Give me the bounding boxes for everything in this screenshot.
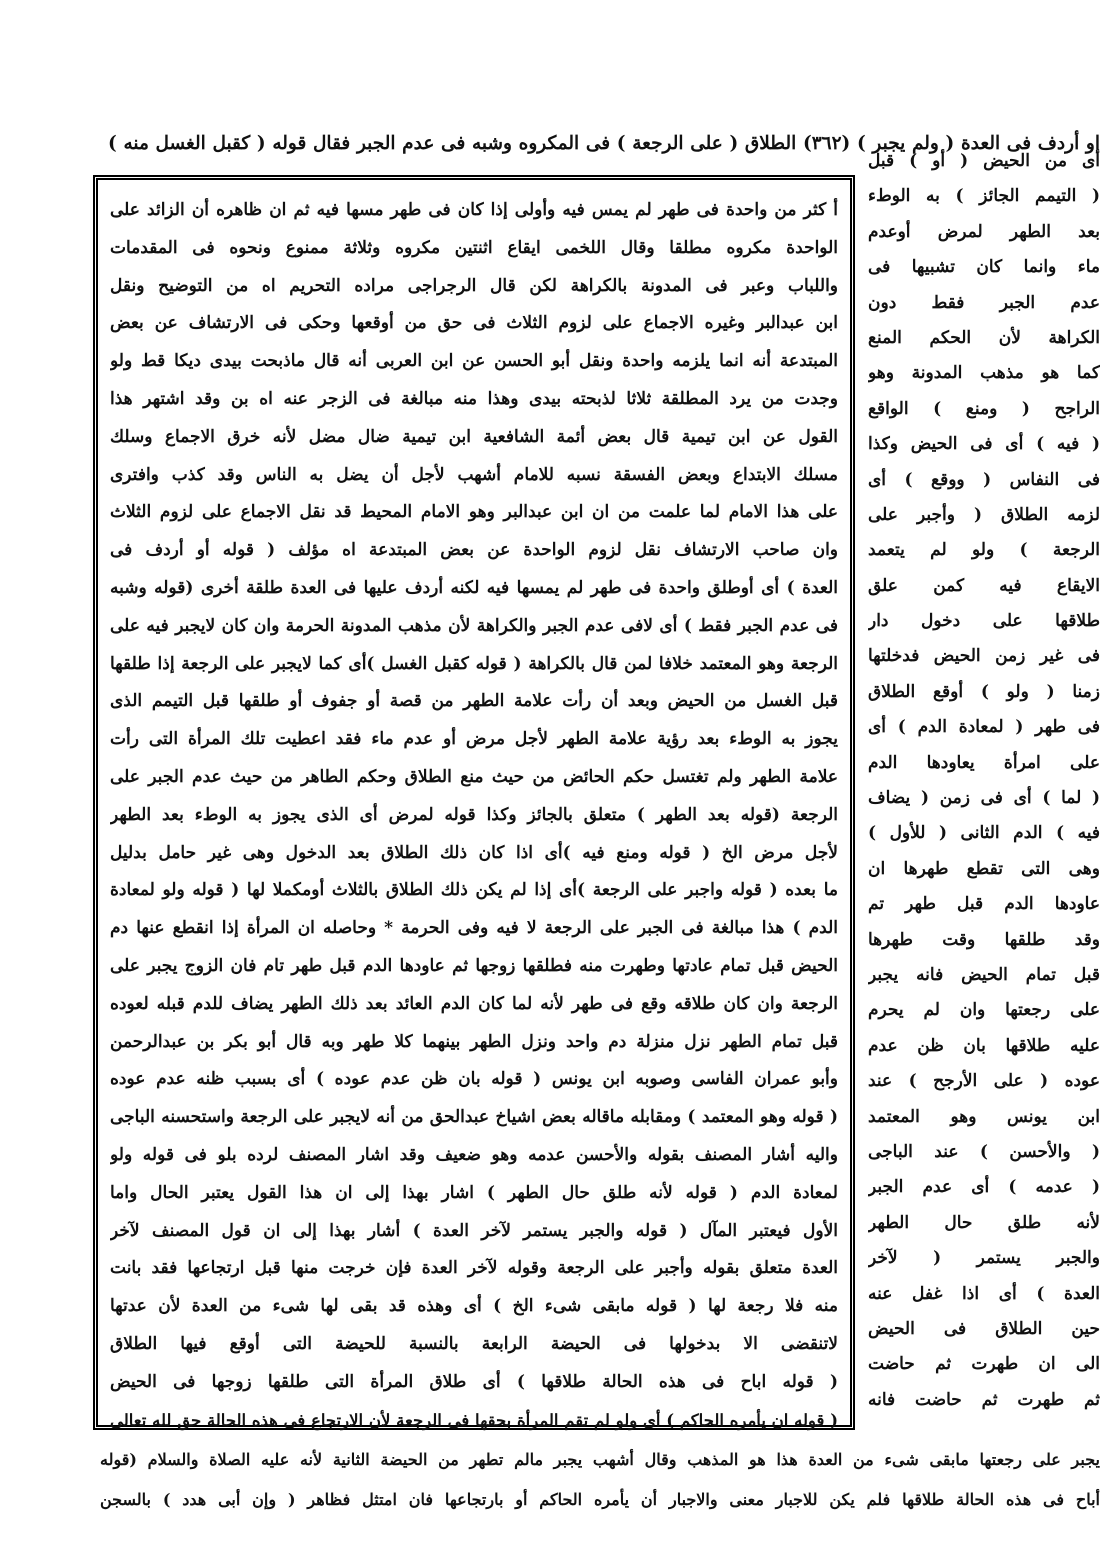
main-text-line: على رجعتها وان لم يحرم — [868, 1000, 1100, 1021]
commentary-line: الرجعة (قوله بعد الطهر ) متعلق بالجائز وكذا قوله لمرض أى الذى يجوز به الوطء بعد الطهر — [110, 804, 838, 825]
commentary-line: الرجعة وهو المعتمد خلافا لمن قال بالكراهة ( قوله كقبل الغسل )أى كما لايجبر على الرجعة إذا طلقها — [110, 653, 838, 674]
commentary-line: العدة متعلق بقوله وأجبر على الرجعة وقوله لآخر العدة فإن خرجت منها قبل ارتجاعها فقد بانت — [110, 1258, 838, 1279]
main-text-line: زمنا ( ولو ) أوقع الطلاق — [868, 681, 1100, 702]
main-text-line: عدم الجبر فقط دون — [868, 292, 1100, 313]
main-text-line: العدة ) أى اذا غفل عنه — [868, 1283, 1100, 1304]
main-text-line: فى طهر ( لمعادة الدم ) أى — [868, 717, 1100, 738]
main-text-line: عليه طلاقها بان ظن عدم — [868, 1035, 1100, 1056]
commentary-line: وان صاحب الارتشاف نقل لزوم الواحدة عن بعض المبتدعة اه مؤلف ( قوله أو أردف فى — [110, 540, 838, 561]
main-text-line: لأنه طلق حال الطهر — [868, 1212, 1100, 1233]
main-text-line: عوده ( على الأرجح ) عند — [868, 1071, 1100, 1092]
main-text-line: على امرأة يعاودها الدم — [868, 752, 1100, 773]
commentary-line: أ كثر من واحدة فى طهر لم يمس فيه وأولى إذا كان فى طهر مسها فيه ثم ان ظاهره أن الزائد على — [110, 200, 838, 220]
commentary-line: لاتنقضى الا بدخولها فى الحيضة الرابعة بالنسبة للحيضة التى أوقع فيها الطلاق — [110, 1333, 838, 1354]
main-text-line: كما هو مذهب المدونة وهو — [868, 363, 1100, 384]
commentary-box — [93, 175, 855, 1430]
main-text-line: ابن يونس وهو المعتمد — [868, 1106, 1100, 1127]
commentary-line: علامة الطهر ولم تغتسل حكم الحائض من حيث منع الطلاق وحكم الطاهر من حيث عدم الجبر على — [110, 766, 838, 787]
main-text-line: ( عدمه ) أى عدم الجبر — [868, 1177, 1100, 1198]
commentary-line: الدم ) هذا مبالغة فى الجبر على الرجعة لا فيه وفى الحرمة * وحاصله ان المرأة إذا انقطع عنها دم — [110, 918, 838, 939]
commentary-line: يجوز به الوطء بعد رؤية علامة الطهر لأجل مرض أو عدم ماء فقد اعطيت تلك المرأة التى رأت — [110, 729, 838, 750]
main-text-line: فى غير زمن الحيض فدخلتها — [868, 646, 1100, 667]
commentary-line: الأول فيعتبر المآل ( قوله والجبر يستمر لآخر العدة ) أشار بهذا إلى ان قول المصنف لآخر — [110, 1220, 838, 1241]
page-header: او أردف فى العدة ( ولم يجبر ) (٣٦٢) الطلاق ( على الرجعة ) فى المكروه وشبه فى عدم الجبر فقال قوله ( كقبل الغسل منه ) — [108, 133, 1100, 154]
main-text-line: عاودها الدم قبل طهر تم — [868, 894, 1100, 915]
commentary-line: وأبو عمران الفاسى وصوبه ابن يونس ( قوله بان ظن عدم عوده ) أى بسبب ظنه عدم عوده — [110, 1069, 838, 1090]
main-text-line: الراجح ( ومنع ) الواقع — [868, 398, 1100, 419]
main-text-line: ( لما ) أى فى زمن ( يضاف — [868, 788, 1100, 809]
commentary-line: العدة ) أى أوطلق واحدة فى طهر لم يمسها فيه لكنه أردف عليها فى العدة طلقة أخرى (قوله وشبه — [110, 577, 838, 598]
main-text-line: ( فيه ) أى فى الحيض وكذا — [868, 434, 1100, 455]
main-text-line: ماء وانما كان تشبيها فى — [868, 257, 1100, 278]
main-text-line: وهى التى تقطع طهرها ان — [868, 858, 1100, 879]
main-text-line: الرجعة ) ولو لم يتعمد — [868, 540, 1100, 561]
main-text-line: الى ان طهرت ثم حاضت — [868, 1354, 1100, 1375]
main-text-line: أى من الحيض ( أو ) قبل — [868, 151, 1100, 171]
main-text-line: بعد الطهر لمرض أوعدم — [868, 221, 1100, 242]
main-text-line: وقد طلقها وقت طهرها — [868, 929, 1100, 950]
main-text-line: ثم طهرت ثم حاضت فانه — [868, 1389, 1100, 1410]
commentary-line: ( قوله وهو المعتمد ) ومقابله ماقاله بعض اشياخ عبدالحق من أنه لايجبر على الرجعة واستحسنه الباجى — [110, 1107, 838, 1128]
commentary-line: ابن عبدالبر وغيره الاجماع على لزوم الثلاث فى حق من أوقعها وحكى فى الارتشاف عن بعض — [110, 313, 838, 334]
main-text-line: الكراهة لأن الحكم المنع — [868, 327, 1100, 348]
commentary-line: الرجعة وان كان طلاقه وقع فى طهر لأنه لما كان الدم العائد بعد ذلك الطهر يضاف للدم قبله لعوده — [110, 993, 838, 1014]
bottom-text — [100, 1440, 1100, 1520]
commentary-line: قبل تمام الطهر نزل منزلة دم واحد ونزل الطهر بينهما كلا طهر وبه قال أبو بكر بن عبدالرحمن — [110, 1031, 838, 1052]
commentary-line: المبتدعة أنه انما يلزمه واحدة ونقل أبو الحسن عن ابن العربى أنه قال ماذبحت بيدى ديكا قط ولو — [110, 351, 838, 372]
commentary-line: وجدت من يرد المطلقة ثلاثا لذبحته بيدى وهذا منه مبالغة فى الزجر عنه اه بن وقد اشتهر هذا — [110, 388, 838, 409]
commentary-line: على هذا الامام لما علمت من ان ابن عبدالبر وهو الامام المحيط قد نقل الاجماع على لزوم الثلاث — [110, 502, 838, 523]
main-text-line: قبل تمام الحيض فانه يجبر — [868, 964, 1100, 985]
bottom-text-line: أباح فى هذه الحالة طلاقها فلم يكن للاجبار معنى والاجبار أن يأمره الحاكم أو بارتجاعها فان امتثل فظاهر ( وإن أبى هدد ) بالسجن — [100, 1490, 1100, 1509]
commentary-line: ( قوله اباح فى هذه الحالة طلاقها ) أى طلاق المرأة التى طلقها زوجها فى الحيض — [110, 1371, 838, 1392]
main-text-column — [868, 144, 1100, 1418]
main-text-line: الايقاع فيه كمن علق — [868, 575, 1100, 596]
main-text-line: ( التيمم الجائز ) به الوطء — [868, 186, 1100, 207]
commentary-line: فى عدم الجبر فقط ) أى لافى عدم الجبر والكراهة لأن مذهب المدونة الحرمة وان كان لايجبر فيه على — [110, 615, 838, 636]
commentary-line: منه فلا رجعة لها ( قوله مابقى شىء الخ ) أى وهذه قد بقى لها شىء من العدة لأن عدتها — [110, 1296, 838, 1317]
commentary-line: ( قوله ان يأمره الحاكم ) أى ولو لم تقم المرأة بحقها فى الرجعة لأن الارتجاع فى هذه الحالة حق لله تعالى — [110, 1410, 838, 1430]
main-text-line: ( والأحسن ) عند الباجى — [868, 1141, 1100, 1162]
bottom-text-line: يجبر على رجعتها مابقى شىء من العدة هذا هو المذهب وقال أشهب يجبر مالم تطهر من الحيضة الثانية لأنه عليه الصلاة والسلام (قوله — [100, 1450, 1100, 1469]
main-text-line: حين الطلاق فى الحيض — [868, 1318, 1100, 1339]
main-text-line: لزمه الطلاق ( وأجبر على — [868, 504, 1100, 525]
commentary-line: واليه أشار المصنف بقوله والأحسن عدمه وهو ضعيف وقد اشار المصنف لرده بلو فى قوله ولو — [110, 1144, 838, 1165]
main-text-line: طلاقها على دخول دار — [868, 611, 1100, 632]
commentary-line: الواحدة مكروه مطلقا وقال اللخمى ايقاع اثنتين مكروه وثلاثة ممنوع ونحوه فى المقدمات — [110, 237, 838, 258]
main-text-line: فيه ) الدم الثانى ( للأول ) — [868, 823, 1100, 844]
commentary-line: مسلك الابتداع وبعض الفسقة نسبه للامام أشهب لأجل أن يضل به الناس وقد كذب وافترى — [110, 464, 838, 485]
main-text-line: والجبر يستمر ( لآخر — [868, 1248, 1100, 1269]
main-text-line: فى النفاس ( ووقع ) أى — [868, 469, 1100, 490]
commentary-line: ما بعده ( قوله واجبر على الرجعة )أى إذا لم يكن ذلك الطلاق بالثلاث أومكملا لها ( قوله ولو لمعادة — [110, 880, 838, 901]
commentary-line: لمعادة الدم ( قوله لأنه طلق حال الطهر ) اشار بهذا إلى ان هذا القول يعتبر الحال واما — [110, 1182, 838, 1203]
commentary-line: واللباب وعبر فى المدونة بالكراهة لكن قال الرجراجى مراده التحريم اه من التوضيح ونقل — [110, 275, 838, 296]
commentary-line: القول عن ابن تيمية قال بعض أئمة الشافعية ابن تيمية ضال مضل لأنه خرق الاجماع وسلك — [110, 426, 838, 447]
commentary-line: قبل الغسل من الحيض وبعد أن رأت علامة الطهر من قصة أو جفوف أو طلقها قبل التيمم الذى — [110, 691, 838, 712]
commentary-line: لأجل مرض الخ ( قوله ومنع فيه )أى اذا كان ذلك الطلاق بعد الدخول وهى غير حامل بدليل — [110, 842, 838, 863]
commentary-line: الحيض قبل تمام عادتها وطهرت منه فطلقها زوجها ثم عاودها الدم قبل طهر تام فان الزوج يجبر على — [110, 955, 838, 976]
